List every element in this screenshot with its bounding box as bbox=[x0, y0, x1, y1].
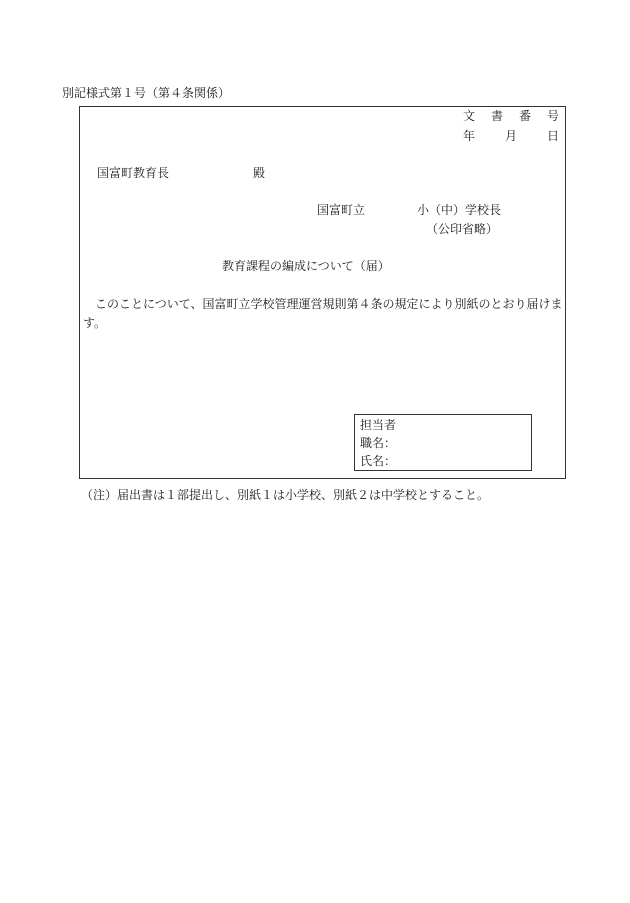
doc-number-char: 文 bbox=[463, 109, 476, 123]
recipient-honorific: 殿 bbox=[253, 166, 266, 180]
doc-number-char: 号 bbox=[546, 109, 559, 123]
seal-omitted-note: （公印省略） bbox=[426, 222, 499, 236]
date-day: 日 bbox=[546, 129, 559, 143]
contact-name: 氏名： bbox=[360, 454, 397, 468]
document-body: このことについて、国富町立学校管理運営規則第４条の規定により別紙のとおり届けます。 bbox=[83, 297, 563, 330]
date-year: 年 bbox=[463, 129, 476, 143]
doc-number-char: 書 bbox=[490, 109, 503, 123]
date-month: 月 bbox=[504, 129, 517, 143]
document-date-label bbox=[463, 129, 559, 143]
doc-number-char: 番 bbox=[518, 109, 531, 123]
contact-header: 担当者 bbox=[360, 418, 397, 432]
form-label: 別記様式第１号（第４条関係） bbox=[62, 86, 231, 100]
document-number-label bbox=[463, 109, 559, 123]
sender-school-principal: 小（中）学校長 bbox=[417, 203, 502, 217]
contact-box bbox=[354, 414, 532, 471]
sender-organization: 国富町立 bbox=[317, 203, 366, 217]
footnote: （注）届出書は１部提出し、別紙１は小学校、別紙２は中学校とすること。 bbox=[81, 488, 490, 502]
contact-position: 職名： bbox=[360, 436, 397, 450]
recipient: 国富町教育長 bbox=[97, 166, 170, 180]
document-subject: 教育課程の編成について（届） bbox=[222, 259, 390, 273]
